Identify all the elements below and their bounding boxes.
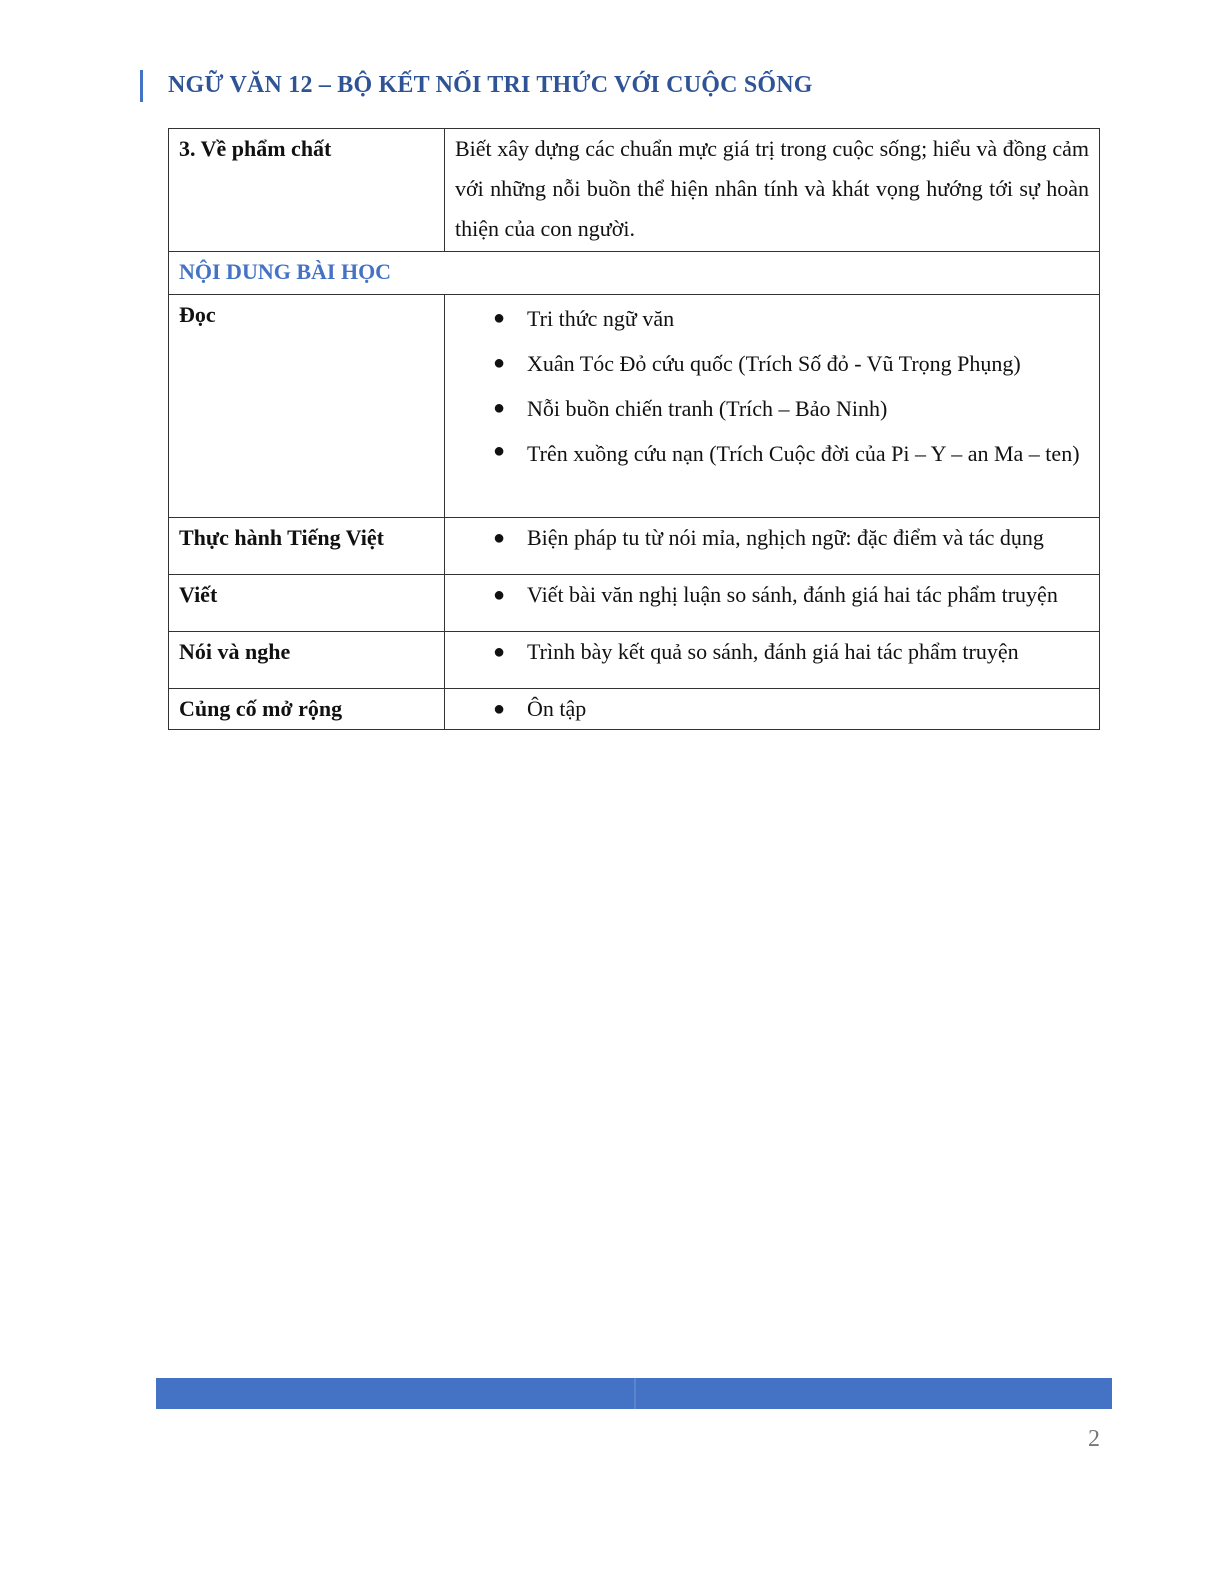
list-item-text: Biện pháp tu từ nói mỉa, nghịch ngữ: đặc điểm và tác dụng [527, 525, 1044, 550]
row-content [445, 129, 1100, 252]
row-content [445, 689, 1100, 730]
table-row [169, 689, 1100, 730]
row-label: Nói và nghe [169, 632, 445, 689]
section-row [169, 252, 1100, 295]
list-item-text: Ôn tập [527, 696, 587, 721]
bullet-icon: ● [493, 397, 506, 419]
list-item [455, 518, 1089, 558]
row-content [445, 295, 1100, 518]
bullet-list [455, 575, 1089, 615]
bullet-list [455, 632, 1089, 672]
list-item-text: Trình bày kết quả so sánh, đánh giá hai tác phẩm truyện [527, 639, 1019, 664]
bullet-icon: ● [493, 440, 506, 462]
list-item-text: Viết bài văn nghị luận so sánh, đánh giá hai tác phẩm truyện [527, 582, 1058, 607]
bullet-list [455, 295, 1089, 474]
footer-band-divider [634, 1378, 636, 1409]
row-label: Thực hành Tiếng Việt [169, 518, 445, 575]
table-row [169, 575, 1100, 632]
section-heading: NỘI DUNG BÀI HỌC [169, 252, 1100, 295]
row-label: Đọc [169, 295, 445, 518]
list-item [455, 296, 1089, 341]
list-item [455, 575, 1089, 615]
list-item [455, 431, 1089, 474]
row-label: Viết [169, 575, 445, 632]
row-content [445, 518, 1100, 575]
row-label: Củng cố mở rộng [169, 689, 445, 730]
bullet-list [455, 689, 1089, 729]
list-item [455, 386, 1089, 431]
table-row [169, 518, 1100, 575]
list-item-text: Trên xuồng cứu nạn (Trích Cuộc đời của Pi – Y – an Ma – ten) [527, 441, 1080, 466]
list-item [455, 689, 1089, 729]
row-content [445, 632, 1100, 689]
list-item-text: Nỗi buồn chiến tranh (Trích – Bảo Ninh) [527, 396, 888, 421]
table-row [169, 129, 1100, 252]
bullet-icon: ● [493, 307, 506, 329]
bullet-icon: ● [493, 584, 506, 606]
row-content [445, 575, 1100, 632]
bullet-icon: ● [493, 352, 506, 374]
header-accent-bar [140, 70, 143, 102]
list-item [455, 341, 1089, 386]
page-number: 2 [1088, 1426, 1100, 1452]
row-label: 3. Về phẩm chất [169, 129, 445, 252]
table-row [169, 295, 1100, 518]
lesson-plan-table [168, 128, 1100, 730]
bullet-icon: ● [493, 527, 506, 549]
footer-band [156, 1378, 1112, 1409]
list-item-text: Tri thức ngữ văn [527, 306, 675, 331]
list-item-text: Xuân Tóc Đỏ cứu quốc (Trích Số đỏ - Vũ Trọng Phụng) [527, 351, 1021, 376]
bullet-list [455, 518, 1089, 558]
table-row [169, 632, 1100, 689]
list-item [455, 632, 1089, 672]
bullet-icon: ● [493, 641, 506, 663]
quality-text: Biết xây dựng các chuẩn mực giá trị trong cuộc sống; hiểu và đồng cảm với những nỗi buồn thể hiện nhân tính và khát vọng hướng tới sự hoàn thiện của con người. [455, 136, 1089, 241]
page-header-title: NGỮ VĂN 12 – BỘ KẾT NỐI TRI THỨC VỚI CUỘC SỐNG [168, 72, 813, 98]
bullet-icon: ● [493, 698, 506, 720]
